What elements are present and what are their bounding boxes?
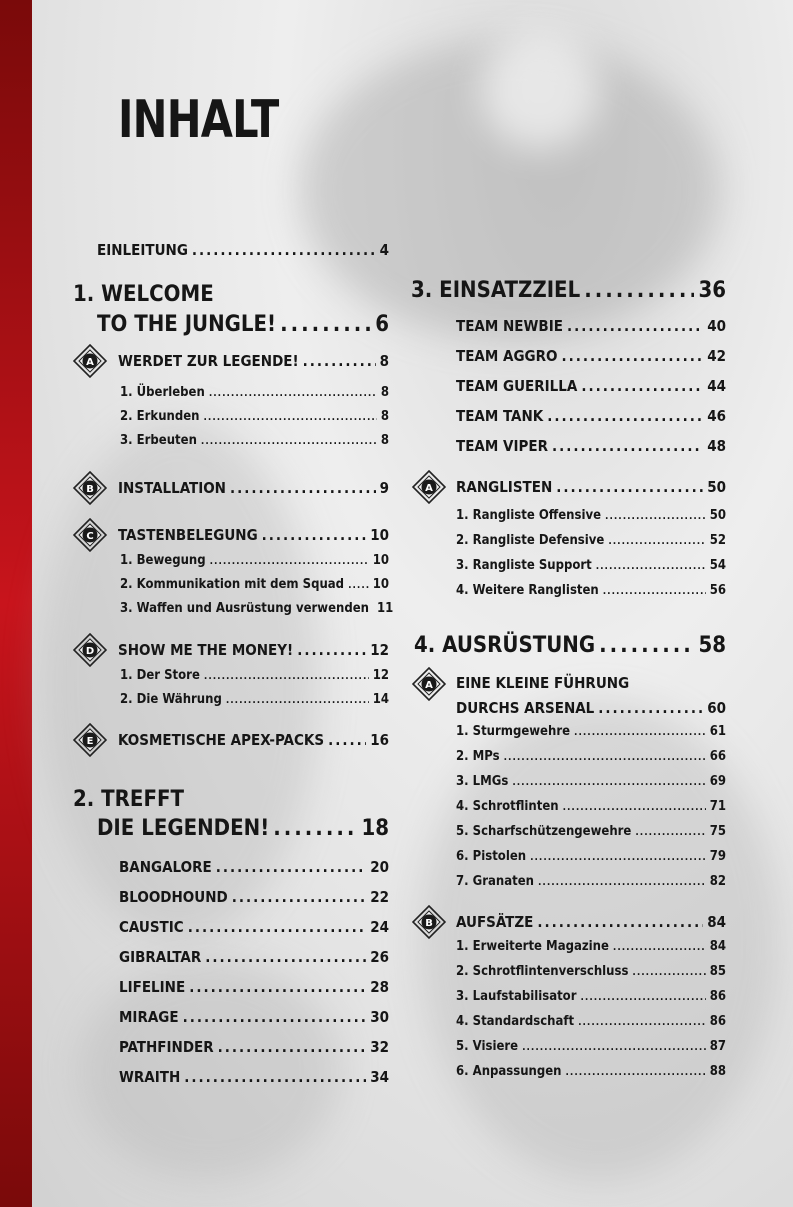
toc-subsection-page: 50 xyxy=(709,508,726,523)
toc-subsection-label: 4. Standardschaft xyxy=(456,1014,575,1029)
toc-legend-label: BANGALORE xyxy=(119,858,212,876)
toc-subsection[interactable] xyxy=(120,601,394,616)
toc-legend-page: 26 xyxy=(370,948,389,966)
leader-dots xyxy=(598,699,703,717)
toc-section-label: KOSMETISCHE APEX-PACKS xyxy=(118,731,325,749)
leader-dots xyxy=(348,580,369,591)
toc-chapter-4[interactable] xyxy=(414,633,726,658)
leader-dots xyxy=(209,388,377,399)
red-side-bar xyxy=(0,0,32,1207)
leader-dots xyxy=(530,852,706,863)
toc-einleitung-label: EINLEITUNG xyxy=(97,241,188,259)
section-letter: A xyxy=(425,483,433,494)
leader-dots xyxy=(547,407,703,425)
toc-section[interactable] xyxy=(118,526,389,544)
leader-dots xyxy=(210,556,369,567)
toc-subsection-label: 2. Schrotflintenverschluss xyxy=(456,964,629,979)
toc-subsection[interactable] xyxy=(456,1064,726,1079)
toc-subsection-label: 3. Laufstabilisator xyxy=(456,989,577,1004)
leader-dots xyxy=(608,536,705,547)
toc-team-page: 46 xyxy=(707,407,726,425)
toc-chapter-1[interactable] xyxy=(97,312,389,337)
toc-section[interactable] xyxy=(118,479,389,497)
toc-section-page: 16 xyxy=(370,731,389,749)
toc-section-page: 10 xyxy=(370,526,389,544)
toc-subsection[interactable] xyxy=(456,583,726,598)
toc-team-label: TEAM AGGRO xyxy=(456,347,558,365)
toc-chapter-1-label: TO THE JUNGLE! xyxy=(97,312,277,337)
toc-subsection[interactable] xyxy=(456,799,726,814)
toc-subsection[interactable] xyxy=(456,849,726,864)
toc-legend[interactable] xyxy=(119,1038,389,1056)
toc-section-aufsaetze-label: AUFSÄTZE xyxy=(456,913,534,931)
chapter-2-title-line1: 2. TREFFT xyxy=(73,787,184,812)
toc-subsection-label: 3. Rangliste Support xyxy=(456,558,592,573)
toc-legend-page: 24 xyxy=(370,918,389,936)
leader-dots xyxy=(613,942,706,953)
toc-team-page: 44 xyxy=(707,377,726,395)
leader-dots xyxy=(538,877,706,888)
toc-legend-page: 30 xyxy=(370,1008,389,1026)
toc-einleitung-page: 4 xyxy=(379,241,389,259)
toc-section-ranglisten-page: 50 xyxy=(707,478,726,496)
toc-subsection[interactable] xyxy=(120,553,389,568)
toc-section-page: 12 xyxy=(370,641,389,659)
toc-legend-page: 34 xyxy=(370,1068,389,1086)
toc-subsection-page: 71 xyxy=(709,799,726,814)
toc-legend-label: GIBRALTAR xyxy=(119,948,202,966)
toc-subsection[interactable] xyxy=(456,558,726,573)
toc-subsection-page: 86 xyxy=(709,1014,726,1029)
section-letter-icon xyxy=(73,633,107,667)
toc-legend-page: 20 xyxy=(370,858,389,876)
leader-dots xyxy=(581,377,703,395)
toc-subsection[interactable] xyxy=(120,668,389,683)
toc-subsection-label: 2. Erkunden xyxy=(120,409,200,424)
section-letter: C xyxy=(86,531,94,542)
toc-chapter-2-page: 18 xyxy=(361,816,389,841)
toc-team[interactable] xyxy=(456,437,726,455)
toc-subsection-label: 5. Visiere xyxy=(456,1039,519,1054)
toc-subsection-label: 2. Rangliste Defensive xyxy=(456,533,605,548)
toc-section-ranglisten[interactable] xyxy=(456,478,726,496)
toc-section-label: INSTALLATION xyxy=(118,479,226,497)
toc-section-arsenal[interactable] xyxy=(456,699,726,717)
section-letter: D xyxy=(85,646,95,657)
toc-subsection-label: 4. Schrotflinten xyxy=(456,799,559,814)
toc-subsection-label: 3. Waffen und Ausrüstung verwenden xyxy=(120,601,370,616)
toc-section-label: WERDET ZUR LEGENDE! xyxy=(118,352,299,370)
toc-subsection-page: 66 xyxy=(709,749,726,764)
toc-legend-label: BLOODHOUND xyxy=(119,888,228,906)
leader-dots xyxy=(303,352,376,370)
toc-subsection-label: 1. Der Store xyxy=(120,668,200,683)
toc-team[interactable] xyxy=(456,317,726,335)
toc-section-page: 8 xyxy=(379,352,389,370)
leader-dots xyxy=(328,731,366,749)
leader-dots xyxy=(578,1017,706,1028)
toc-subsection-label: 1. Überleben xyxy=(120,385,205,400)
leader-dots xyxy=(262,526,367,544)
section-letter-icon xyxy=(73,723,107,757)
section-letter: B xyxy=(86,484,94,495)
toc-subsection-page: 82 xyxy=(709,874,726,889)
toc-section-aufsaetze-page: 84 xyxy=(707,913,726,931)
toc-subsection[interactable] xyxy=(120,433,389,448)
leader-dots xyxy=(232,888,367,906)
toc-legend-page: 22 xyxy=(370,888,389,906)
toc-subsection-label: 3. Erbeuten xyxy=(120,433,197,448)
toc-legend[interactable] xyxy=(119,1008,389,1026)
toc-subsection[interactable] xyxy=(456,939,726,954)
toc-subsection[interactable] xyxy=(456,749,726,764)
leader-dots xyxy=(596,561,706,572)
toc-subsection-page: 14 xyxy=(372,692,389,707)
toc-subsection-label: 1. Erweiterte Magazine xyxy=(456,939,609,954)
toc-subsection[interactable] xyxy=(456,508,726,523)
toc-team-page: 42 xyxy=(707,347,726,365)
toc-subsection-label: 1. Sturmgewehre xyxy=(456,724,571,739)
toc-subsection-page: 8 xyxy=(380,433,389,448)
toc-legend[interactable] xyxy=(119,918,389,936)
leader-dots xyxy=(599,633,694,658)
toc-subsection[interactable] xyxy=(456,874,726,889)
toc-subsection-label: 5. Scharfschützengewehre xyxy=(456,824,632,839)
section-letter: A xyxy=(86,357,94,368)
leader-dots xyxy=(189,978,366,996)
toc-section-page: 9 xyxy=(379,479,389,497)
section-letter: B xyxy=(425,918,433,929)
toc-subsection-page: 86 xyxy=(709,989,726,1004)
leader-dots xyxy=(273,816,357,841)
toc-subsection-page: 75 xyxy=(709,824,726,839)
section-letter-icon xyxy=(73,471,107,505)
toc-chapter-3-label: 3. EINSATZZIEL xyxy=(411,278,581,303)
toc-chapter-3[interactable] xyxy=(411,278,726,303)
toc-legend-label: PATHFINDER xyxy=(119,1038,214,1056)
leader-dots xyxy=(216,858,367,876)
toc-subsection[interactable] xyxy=(456,1039,726,1054)
toc-team-page: 48 xyxy=(707,437,726,455)
leader-dots xyxy=(574,727,706,738)
toc-subsection[interactable] xyxy=(456,774,726,789)
section-letter: E xyxy=(86,736,94,747)
section-letter-icon xyxy=(412,905,446,939)
page-title: INHALT xyxy=(118,90,279,150)
toc-legend-page: 32 xyxy=(370,1038,389,1056)
toc-team[interactable] xyxy=(456,347,726,365)
toc-subsection-page: 69 xyxy=(709,774,726,789)
toc-section-ranglisten-label: RANGLISTEN xyxy=(456,478,553,496)
leader-dots xyxy=(632,967,705,978)
leader-dots xyxy=(605,511,706,522)
toc-legend-page: 28 xyxy=(370,978,389,996)
toc-subsection[interactable] xyxy=(456,964,726,979)
toc-team-page: 40 xyxy=(707,317,726,335)
toc-subsection[interactable] xyxy=(456,989,726,1004)
leader-dots xyxy=(297,641,366,659)
toc-subsection[interactable] xyxy=(456,533,726,548)
toc-subsection[interactable] xyxy=(120,409,389,424)
toc-section-label: TASTENBELEGUNG xyxy=(118,526,258,544)
toc-subsection-page: 8 xyxy=(380,409,389,424)
toc-legend[interactable] xyxy=(119,948,389,966)
leader-dots xyxy=(204,671,369,682)
toc-legend-label: MIRAGE xyxy=(119,1008,179,1026)
toc-chapter-3-page: 36 xyxy=(698,278,726,303)
toc-subsection-page: 85 xyxy=(709,964,726,979)
leader-dots xyxy=(280,312,371,337)
toc-subsection-label: 6. Anpassungen xyxy=(456,1064,562,1079)
leader-dots xyxy=(561,347,703,365)
toc-subsection[interactable] xyxy=(456,1014,726,1029)
leader-dots xyxy=(184,1068,366,1086)
leader-dots xyxy=(230,479,376,497)
leader-dots xyxy=(192,241,376,259)
toc-section-arsenal-line1: EINE KLEINE FÜHRUNG xyxy=(456,674,630,692)
leader-dots xyxy=(188,918,367,936)
toc-team[interactable] xyxy=(456,407,726,425)
leader-dots xyxy=(567,317,703,335)
toc-einleitung[interactable] xyxy=(97,241,389,259)
leader-dots xyxy=(522,1042,706,1053)
smoke-background xyxy=(480,30,600,150)
toc-subsection-label: 2. MPs xyxy=(456,749,500,764)
toc-subsection-page: 79 xyxy=(709,849,726,864)
toc-section[interactable] xyxy=(118,731,389,749)
section-letter-icon xyxy=(73,344,107,378)
leader-dots xyxy=(504,752,706,763)
toc-subsection-page: 56 xyxy=(709,583,726,598)
leader-dots xyxy=(226,695,369,706)
toc-subsection-page: 12 xyxy=(372,668,389,683)
toc-subsection-label: 2. Die Währung xyxy=(120,692,222,707)
toc-legend[interactable] xyxy=(119,888,389,906)
leader-dots xyxy=(203,412,376,423)
toc-subsection-label: 6. Pistolen xyxy=(456,849,527,864)
chapter-1-title-line1: 1. WELCOME xyxy=(73,282,214,307)
toc-subsection-page: 88 xyxy=(709,1064,726,1079)
leader-dots xyxy=(201,436,377,447)
leader-dots xyxy=(563,802,706,813)
section-letter-icon xyxy=(412,470,446,504)
toc-subsection-label: 2. Kommunikation mit dem Squad xyxy=(120,577,345,592)
leader-dots xyxy=(584,278,694,303)
toc-section[interactable] xyxy=(118,641,389,659)
leader-dots xyxy=(183,1008,367,1026)
toc-subsection-page: 87 xyxy=(709,1039,726,1054)
toc-section-arsenal-page: 60 xyxy=(707,699,726,717)
toc-subsection-page: 52 xyxy=(709,533,726,548)
toc-chapter-1-page: 6 xyxy=(375,312,389,337)
toc-subsection-page: 84 xyxy=(709,939,726,954)
toc-section[interactable] xyxy=(118,352,389,370)
toc-subsection[interactable] xyxy=(120,385,389,400)
leader-dots xyxy=(635,827,705,838)
toc-legend[interactable] xyxy=(119,858,389,876)
leader-dots xyxy=(552,437,703,455)
leader-dots xyxy=(537,913,703,931)
section-letter-icon xyxy=(73,518,107,552)
toc-subsection-label: 1. Bewegung xyxy=(120,553,206,568)
toc-chapter-4-label: 4. AUSRÜSTUNG xyxy=(414,633,596,658)
toc-subsection-page: 11 xyxy=(377,601,394,616)
toc-subsection-page: 8 xyxy=(380,385,389,400)
toc-team-label: TEAM GUERILLA xyxy=(456,377,578,395)
leader-dots xyxy=(205,948,366,966)
toc-chapter-2[interactable] xyxy=(97,816,389,841)
toc-legend[interactable] xyxy=(119,978,389,996)
toc-subsection-label: 4. Weitere Ranglisten xyxy=(456,583,599,598)
section-letter-icon xyxy=(412,667,446,701)
toc-team[interactable] xyxy=(456,377,726,395)
leader-dots xyxy=(556,478,703,496)
leader-dots xyxy=(603,586,706,597)
leader-dots xyxy=(581,992,706,1003)
leader-dots xyxy=(218,1038,367,1056)
toc-legend[interactable] xyxy=(119,1068,389,1086)
toc-subsection-page: 61 xyxy=(709,724,726,739)
toc-subsection[interactable] xyxy=(456,824,726,839)
toc-legend-label: WRAITH xyxy=(119,1068,181,1086)
leader-dots xyxy=(566,1067,706,1078)
toc-section-label: SHOW ME THE MONEY! xyxy=(118,641,294,659)
toc-subsection-label: 1. Rangliste Offensive xyxy=(456,508,602,523)
toc-section-arsenal-label: DURCHS ARSENAL xyxy=(456,699,595,717)
toc-team-label: TEAM VIPER xyxy=(456,437,548,455)
toc-subsection[interactable] xyxy=(120,692,389,707)
toc-subsection[interactable] xyxy=(456,724,726,739)
toc-subsection-label: 7. Granaten xyxy=(456,874,534,889)
toc-subsection-page: 54 xyxy=(709,558,726,573)
section-letter: A xyxy=(425,680,433,691)
toc-legend-label: LIFELINE xyxy=(119,978,186,996)
toc-chapter-4-page: 58 xyxy=(698,633,726,658)
toc-subsection-page: 10 xyxy=(372,553,389,568)
toc-subsection-label: 3. LMGs xyxy=(456,774,509,789)
toc-section-aufsaetze[interactable] xyxy=(456,913,726,931)
toc-chapter-2-label: DIE LEGENDEN! xyxy=(97,816,270,841)
toc-team-label: TEAM NEWBIE xyxy=(456,317,563,335)
toc-subsection-page: 10 xyxy=(372,577,389,592)
leader-dots xyxy=(512,777,705,788)
toc-team-label: TEAM TANK xyxy=(456,407,544,425)
toc-legend-label: CAUSTIC xyxy=(119,918,184,936)
toc-subsection[interactable] xyxy=(120,577,389,592)
